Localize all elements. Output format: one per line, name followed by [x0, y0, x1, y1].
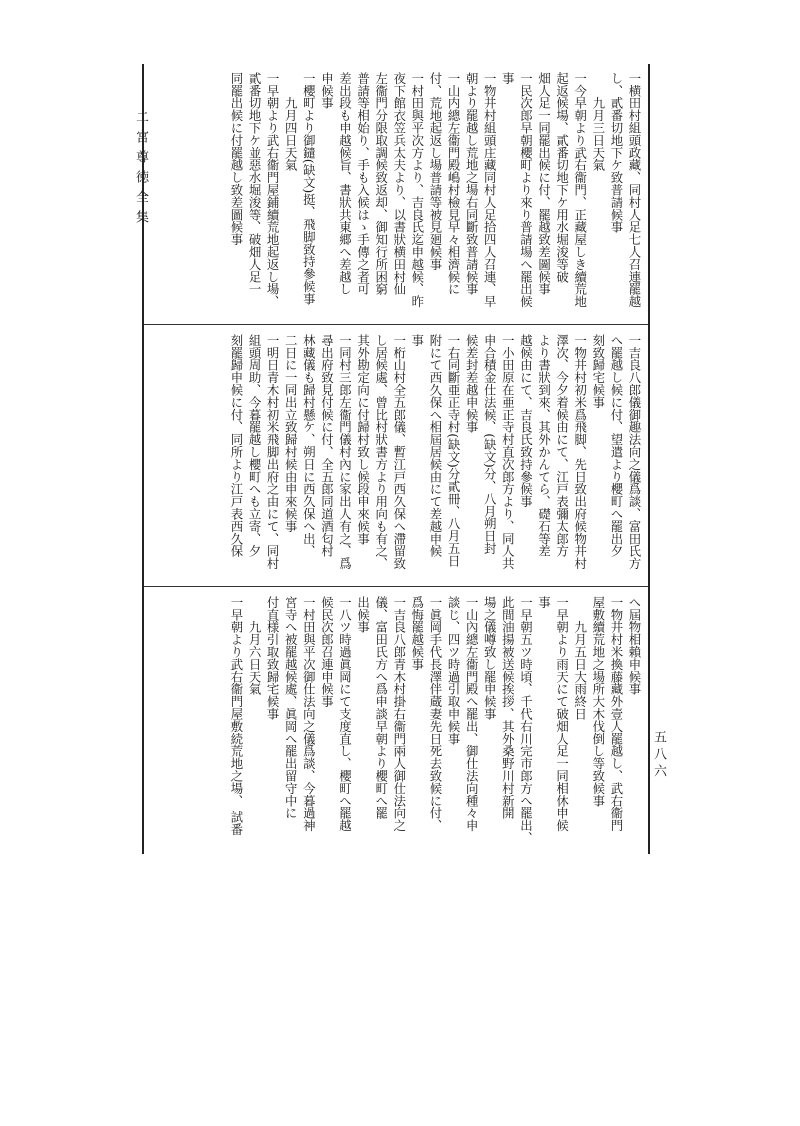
- text-line: 一今早朝より武右衞門、正藏屋しき續荒地: [572, 72, 588, 308]
- text-line: し居候處、曾比村狀書方より用向も有之、: [373, 334, 389, 570]
- text-line: 一村田與平次御仕法向之儀爲談、今暮過神: [301, 596, 317, 832]
- text-line: 刻致歸宅候事: [590, 334, 606, 409]
- text-line: より書狀到來、其外かんてら、礎石等差: [536, 334, 552, 558]
- text-line: 儀、富田氏方へ爲申談早朝より櫻町へ罷: [373, 596, 389, 820]
- text-line: 組頭周助、今暮罷越し櫻町へも立寄、夕: [247, 334, 263, 558]
- text-line: 一吉良八郎儀御趣法向之儀爲談、富田氏方: [627, 334, 642, 570]
- text-line: 申合積金仕法候、(缺文)分、八月朔日封: [482, 334, 498, 555]
- text-line: 一物井村初米爲飛脚、先日致出府候物井村: [572, 334, 588, 570]
- text-line: 場之儀噂致し罷申候事: [482, 596, 498, 720]
- text-line: 事: [500, 72, 516, 85]
- text-line: 九月四日天氣: [283, 72, 299, 172]
- text-line: 其外勘定向に付歸村致し候段申來候事: [355, 334, 371, 545]
- text-line: 申候事: [319, 72, 335, 110]
- text-tier-bottom: [144, 588, 648, 854]
- text-line: 候差封差越申候事: [464, 334, 480, 434]
- text-line: 一八ツ時過眞岡にて支度直し、櫻町へ罷越: [337, 596, 353, 832]
- text-line: 九月五日大雨終日: [572, 596, 588, 720]
- text-line: 澤次、今夕着候由にて、江戸表彌太郎方: [554, 334, 570, 558]
- text-line: し、貳番切地下ケ致普請候事: [608, 72, 624, 234]
- text-line: 一早朝より武右衞門屋敷続荒地之場、 試番: [228, 596, 244, 836]
- text-line: 一山内總左衞門殿嶋村檢見早々相濟候に: [446, 72, 462, 296]
- text-line: 一物井村米換藤藏外壹人罷越し、武右衞門: [608, 596, 624, 832]
- text-line: 一明日青木村初米飛脚出府之由にて、同村: [265, 334, 281, 570]
- text-line: 一櫻町より御鑓(缺文)挺、飛脚致持參候事: [301, 72, 317, 305]
- text-line: 事: [409, 334, 425, 347]
- text-line: 刻罷歸申候に付、同所より江戸表西久保: [228, 334, 244, 558]
- page-frame: [142, 64, 650, 854]
- text-line: 九月六日天氣: [247, 596, 263, 696]
- text-line: 候民次郎召連申候事: [319, 596, 335, 708]
- text-line: 一桁山村全五郎儀、暫江戸西久保へ滯留致: [391, 334, 407, 570]
- text-line: 左衞門分限取調候致返却、御知行所困窮: [373, 72, 389, 296]
- text-line: 越候由にて、吉良氏致持參候事: [518, 334, 534, 508]
- text-line: 一民次郎早朝櫻町より來り普請場へ罷出候: [518, 72, 534, 308]
- page-number: 五八六: [651, 730, 666, 781]
- text-line: 林藏儀も歸村懸ケ、朔日に西久保へ出、: [301, 334, 317, 558]
- text-line: 附にて西久保へ相屆居候由にて差越申候: [427, 334, 443, 558]
- text-line: 同罷出候に付罷越し致差圖候事: [228, 72, 244, 246]
- text-line: 貳番切地下ケ並惡水堀浚等、破畑人足一: [247, 72, 263, 296]
- text-line: 一横田村組頭政藏、同村人足七人召連罷越: [627, 72, 642, 308]
- text-line: 起返候場、貳番切地下ケ用水堀浚等破: [554, 72, 570, 283]
- text-line: 宮寺へ被罷越候處、眞岡へ罷出留守中に: [283, 596, 299, 820]
- tier-divider: [144, 324, 648, 325]
- text-line: 一同村三郎左衞門儀村內に家出人有之、爲: [337, 334, 353, 570]
- text-tier-middle: [144, 326, 648, 584]
- text-line: 一村田與平次方より、吉良氏迄申越候、昨: [409, 72, 425, 308]
- text-line: 一山內總左衞門殿へ罷出、御仕法向種々申: [464, 596, 480, 832]
- text-line: 二日に一同出立致歸村候由申來候事: [283, 334, 299, 533]
- text-line: 尋出府致見付候に付、全五郎同道酒匂村: [319, 334, 335, 558]
- text-line: 一物井村組頭庄藏同村人足拾四人召連、早: [482, 72, 498, 308]
- text-line: 付、荒地起返し場普請等被見廻候事: [427, 72, 443, 271]
- text-line: 夜下館衣笠兵太夫より、以書狀横田村仙: [391, 72, 407, 296]
- text-line: 出候事: [355, 596, 371, 634]
- text-line: 一眞岡手代長澤伴蔵妻先日死去致候に付、: [427, 596, 443, 832]
- book-title: 二宮尊徳全集: [133, 110, 148, 230]
- text-line: 九月三日天氣: [590, 72, 606, 172]
- text-line: 一右同斷亜正寺村(缺文)分貳冊、八月五日: [446, 334, 462, 567]
- text-line: 事: [536, 596, 552, 609]
- text-line: 此間油揚被送候挨拶、其外桑野川村新開: [500, 596, 516, 820]
- text-line: 屋敷續荒地之場所大木伐倒し等致候事: [590, 596, 606, 807]
- text-line: 一早朝より雨天にて破畑人足一同相休申候: [554, 596, 570, 832]
- text-line: 一早朝より武右衞門屋鋪續荒地起返し場、: [265, 72, 281, 308]
- text-line: 一吉良八郎青木村掛右衞門兩人御仕法向之: [391, 596, 407, 832]
- text-line: 普請等相始り、手も入候はゝ手傳之者可: [355, 72, 371, 296]
- text-line: へ屆物相賴申候事: [627, 596, 642, 696]
- text-line: へ罷越し候に付、望遣より櫻町へ罷出夕: [608, 334, 624, 558]
- text-line: 付直様引取致歸宅候事: [265, 596, 281, 720]
- text-line: 一小田原在亜正寺村直次郎方より、同人共: [500, 334, 516, 570]
- text-line: 談じ、四ツ時過引取申候事: [446, 596, 462, 745]
- text-line: 畑人足一同罷出候に付、罷越致差圖候事: [536, 72, 552, 296]
- text-line: 差出段も申越候旨、書狀共東郷へ差越し: [337, 72, 353, 296]
- text-line: 爲悔罷越候事: [409, 596, 425, 671]
- tier-divider: [144, 586, 648, 587]
- text-line: 朝より罷越し荒地之場右同斷致普請候事: [464, 72, 480, 296]
- text-tier-top: [144, 64, 648, 322]
- text-line: 一早朝五ツ時頃、千代右川完市郎方へ罷出、: [518, 596, 534, 844]
